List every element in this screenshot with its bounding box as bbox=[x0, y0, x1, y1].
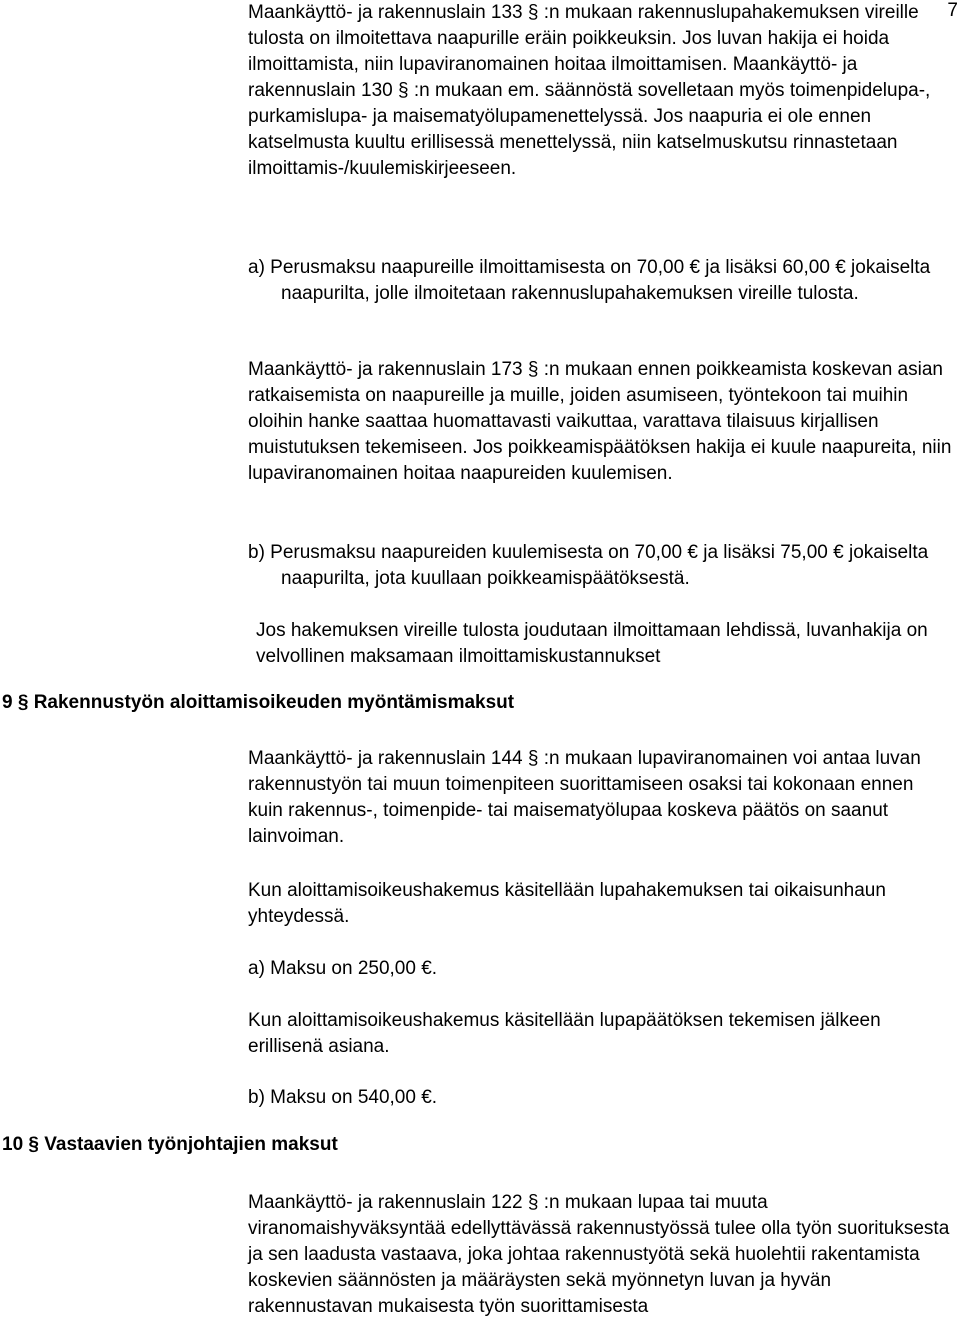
page-number: 7 bbox=[947, 0, 958, 21]
paragraph-neighbor-notification: Maankäyttö- ja rakennuslain 133 § :n mukaan rakennuslupahakemuksen vireille tulosta on ilmoitettava naapurille eräin poikkeuksin. Jos luvan hakija ei hoida ilmoittamista, niin lupaviranomainen hoitaa ilmoittamisen. Maankäyttö- ja rakennuslain 130 § :n mukaan em. säännöstä sovelletaan myös toimenpidelupa-, purkamislupa- ja maisematyölupamenettelyssä. Jos naapuria ei ole ennen katselmusta kuultu erillisessä menettelyssä, niin katselmuskutsu rinnastetaan ilmoittamis-/kuulemiskirjeeseen. bbox=[248, 2, 931, 179]
paragraph-start-right-separate: Kun aloittamisoikeushakemus käsitellään lupapäätöksen tekemisen jälkeen erillisenä asiana. bbox=[248, 1010, 881, 1057]
section-heading-9: 9 § Rakennustyön aloittamisoikeuden myöntämismaksut bbox=[2, 692, 515, 713]
fee-item-a-neighbor-notification: a) Perusmaksu naapureille ilmoittamisesta on 70,00 € ja lisäksi 60,00 € jokaiselta naapurilta, jolle ilmoitetaan rakennuslupahakemuksen vireille tulosta. bbox=[248, 257, 931, 304]
paragraph-neighbor-hearing: Maankäyttö- ja rakennuslain 173 § :n mukaan ennen poikkeamista koskevan asian ratkaisemista on naapureille ja muille, joiden asumiseen, työntekoon tai muihin oloihin hanke saattaa huomattavasti vaikuttaa, varattava tilaisuus kirjallisen muistutuksen tekemiseen. Jos poikkeamispäätöksen hakija ei kuule naapureita, niin lupaviranomainen hoitaa naapureiden kuulemisen. bbox=[248, 359, 952, 484]
paragraph-start-right-with-permit: Kun aloittamisoikeushakemus käsitellään lupahakemuksen tai oikaisunhaun yhteydessä. bbox=[248, 880, 886, 927]
fee-item-b-start-right: b) Maksu on 540,00 €. bbox=[248, 1087, 438, 1108]
fee-item-b-neighbor-hearing: b) Perusmaksu naapureiden kuulemisesta on 70,00 € ja lisäksi 75,00 € jokaiselta naapurilta, jota kuullaan poikkeamispäätöksestä. bbox=[248, 542, 929, 589]
section-heading-10: 10 § Vastaavien työnjohtajien maksut bbox=[2, 1134, 338, 1155]
paragraph-responsible-foreman: Maankäyttö- ja rakennuslain 122 § :n mukaan lupaa tai muuta viranomaishyväksyntää edellyttävässä rakennustyössä tulee olla työn suorituksesta ja sen laadusta vastaava, joka johtaa rakennustyötä sekä huolehtii rakentamista koskevien säännösten ja määräysten sekä myönnetyn luvan ja hyvän rakennustavan mukaisesta työn suorittamisesta bbox=[248, 1192, 950, 1317]
paragraph-start-right: Maankäyttö- ja rakennuslain 144 § :n mukaan lupaviranomainen voi antaa luvan rakennustyön tai muun toimenpiteen suorittamiseen osaksi tai kokonaan ennen kuin rakennus-, toimenpide- tai maisematyölupaa koskeva päätös on saanut lainvoiman. bbox=[248, 748, 921, 847]
fee-item-a-start-right: a) Maksu on 250,00 €. bbox=[248, 958, 438, 979]
paragraph-newspaper-note: Jos hakemuksen vireille tulosta joudutaan ilmoittamaan lehdissä, luvanhakija on velvollinen maksamaan ilmoittamiskustannukset bbox=[256, 620, 928, 667]
